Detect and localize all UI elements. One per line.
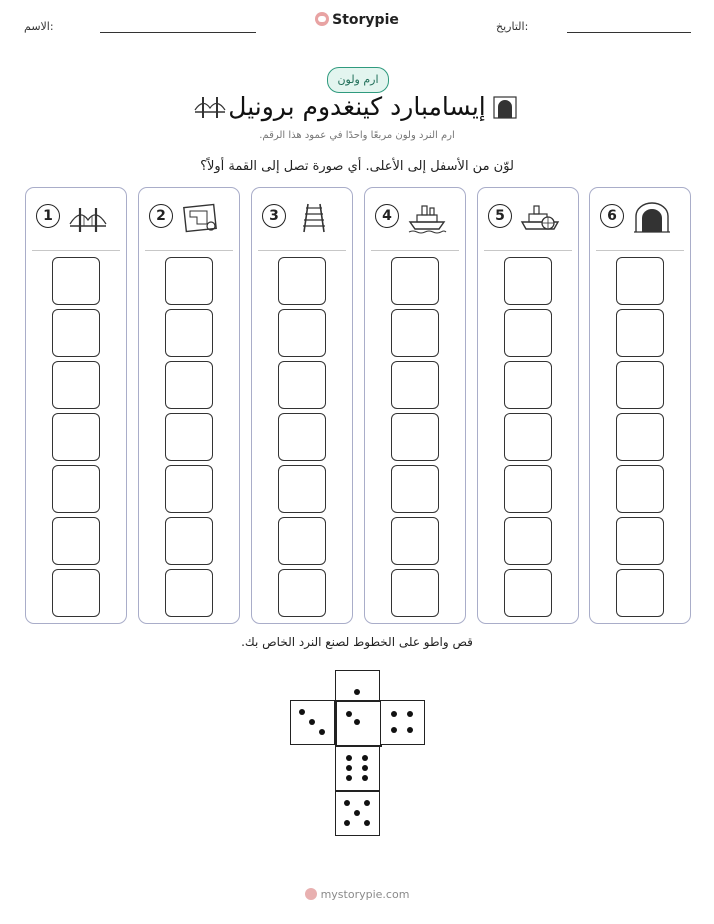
die-pip bbox=[319, 729, 325, 735]
die-pip bbox=[354, 689, 360, 695]
color-cell[interactable] bbox=[616, 569, 664, 617]
color-cell[interactable] bbox=[278, 309, 326, 357]
column-2 bbox=[138, 187, 240, 624]
color-cell[interactable] bbox=[165, 413, 213, 461]
column-divider bbox=[596, 250, 684, 251]
die-pip bbox=[344, 820, 350, 826]
color-cell[interactable] bbox=[165, 361, 213, 409]
paddle-steamer-icon bbox=[520, 202, 560, 234]
die-pip bbox=[354, 810, 360, 816]
color-cell[interactable] bbox=[165, 517, 213, 565]
color-cell[interactable] bbox=[278, 361, 326, 409]
name-label: الاسم: bbox=[24, 20, 54, 33]
color-cell[interactable] bbox=[504, 309, 552, 357]
color-cell[interactable] bbox=[52, 309, 100, 357]
color-cell[interactable] bbox=[52, 569, 100, 617]
column-divider bbox=[371, 250, 459, 251]
color-cell[interactable] bbox=[278, 569, 326, 617]
column-number: 6 bbox=[600, 204, 624, 228]
color-cell[interactable] bbox=[52, 465, 100, 513]
color-cell[interactable] bbox=[616, 413, 664, 461]
name-line[interactable] bbox=[100, 32, 256, 33]
column-5 bbox=[477, 187, 579, 624]
die-face-2 bbox=[335, 700, 382, 747]
color-cell[interactable] bbox=[52, 257, 100, 305]
die-pip bbox=[346, 755, 352, 761]
die-face-6 bbox=[335, 746, 380, 791]
bear-logo-icon bbox=[305, 888, 317, 900]
instruction: لوّن من الأسفل إلى الأعلى. أي صورة تصل إلى القمة أولاً؟ bbox=[200, 159, 514, 174]
die-pip bbox=[407, 711, 413, 717]
die-face-3 bbox=[290, 700, 335, 745]
die-pip bbox=[344, 800, 350, 806]
color-cell[interactable] bbox=[278, 413, 326, 461]
color-cell[interactable] bbox=[52, 517, 100, 565]
column-number: 5 bbox=[488, 204, 512, 228]
subtitle: ارم النرد ولون مربعًا واحدًا في عمود هذا الرقم. bbox=[259, 130, 455, 141]
color-cell[interactable] bbox=[165, 309, 213, 357]
die-pip bbox=[299, 709, 305, 715]
railway-track-icon bbox=[294, 202, 334, 234]
column-divider bbox=[32, 250, 120, 251]
die-pip bbox=[364, 800, 370, 806]
die-pip bbox=[309, 719, 315, 725]
color-cell[interactable] bbox=[504, 257, 552, 305]
die-face-4 bbox=[380, 700, 425, 745]
color-cell[interactable] bbox=[616, 257, 664, 305]
die-pip bbox=[346, 765, 352, 771]
bridge-icon bbox=[68, 202, 108, 234]
cut-instruction: قص واطو على الخطوط لصنع النرد الخاص بك. bbox=[241, 635, 473, 649]
color-cell[interactable] bbox=[504, 361, 552, 409]
column-1 bbox=[25, 187, 127, 624]
color-cell[interactable] bbox=[165, 465, 213, 513]
column-6 bbox=[589, 187, 691, 624]
die-pip bbox=[391, 727, 397, 733]
tunnel-icon bbox=[632, 202, 672, 234]
column-number: 1 bbox=[36, 204, 60, 228]
column-divider bbox=[145, 250, 233, 251]
color-cell[interactable] bbox=[616, 309, 664, 357]
footer-url[interactable]: mystorypie.com bbox=[320, 888, 410, 901]
color-cell[interactable] bbox=[165, 257, 213, 305]
logo-text: Storypie bbox=[332, 12, 399, 28]
column-number: 2 bbox=[149, 204, 173, 228]
color-cell[interactable] bbox=[616, 361, 664, 409]
date-label: التاريخ: bbox=[496, 20, 529, 33]
column-4 bbox=[364, 187, 466, 624]
column-divider bbox=[258, 250, 346, 251]
bear-logo-icon bbox=[315, 12, 329, 26]
color-cell[interactable] bbox=[616, 465, 664, 513]
die-pip bbox=[391, 711, 397, 717]
color-cell[interactable] bbox=[391, 413, 439, 461]
die-face-5 bbox=[335, 791, 380, 836]
title-right-icon bbox=[492, 94, 518, 124]
die-pip bbox=[362, 775, 368, 781]
color-cell[interactable] bbox=[391, 569, 439, 617]
color-cell[interactable] bbox=[504, 517, 552, 565]
color-cell[interactable] bbox=[391, 309, 439, 357]
die-pip bbox=[407, 727, 413, 733]
blueprint-icon bbox=[181, 202, 221, 234]
color-cell[interactable] bbox=[278, 517, 326, 565]
color-cell[interactable] bbox=[504, 413, 552, 461]
color-cell[interactable] bbox=[278, 257, 326, 305]
column-number: 4 bbox=[375, 204, 399, 228]
die-pip bbox=[354, 719, 360, 725]
steamship-icon bbox=[407, 202, 447, 234]
color-cell[interactable] bbox=[52, 361, 100, 409]
color-cell[interactable] bbox=[504, 569, 552, 617]
color-cell[interactable] bbox=[391, 517, 439, 565]
color-cell[interactable] bbox=[616, 517, 664, 565]
storypie-logo bbox=[0, 12, 714, 28]
color-cell[interactable] bbox=[391, 361, 439, 409]
die-pip bbox=[362, 755, 368, 761]
column-3 bbox=[251, 187, 353, 624]
die-pip bbox=[362, 765, 368, 771]
color-cell[interactable] bbox=[52, 413, 100, 461]
page-title: إيسامبارد كينغدوم برونيل bbox=[228, 92, 486, 121]
die-pip bbox=[364, 820, 370, 826]
color-cell[interactable] bbox=[165, 569, 213, 617]
activity-badge: ارم ولون bbox=[327, 67, 389, 93]
column-divider bbox=[484, 250, 572, 251]
column-number: 3 bbox=[262, 204, 286, 228]
color-cell[interactable] bbox=[391, 257, 439, 305]
color-cell[interactable] bbox=[391, 465, 439, 513]
die-pip bbox=[346, 711, 352, 717]
footer bbox=[0, 888, 714, 901]
color-cell[interactable] bbox=[278, 465, 326, 513]
date-line[interactable] bbox=[567, 32, 691, 33]
die-pip bbox=[346, 775, 352, 781]
dice-net bbox=[290, 670, 426, 836]
color-cell[interactable] bbox=[504, 465, 552, 513]
